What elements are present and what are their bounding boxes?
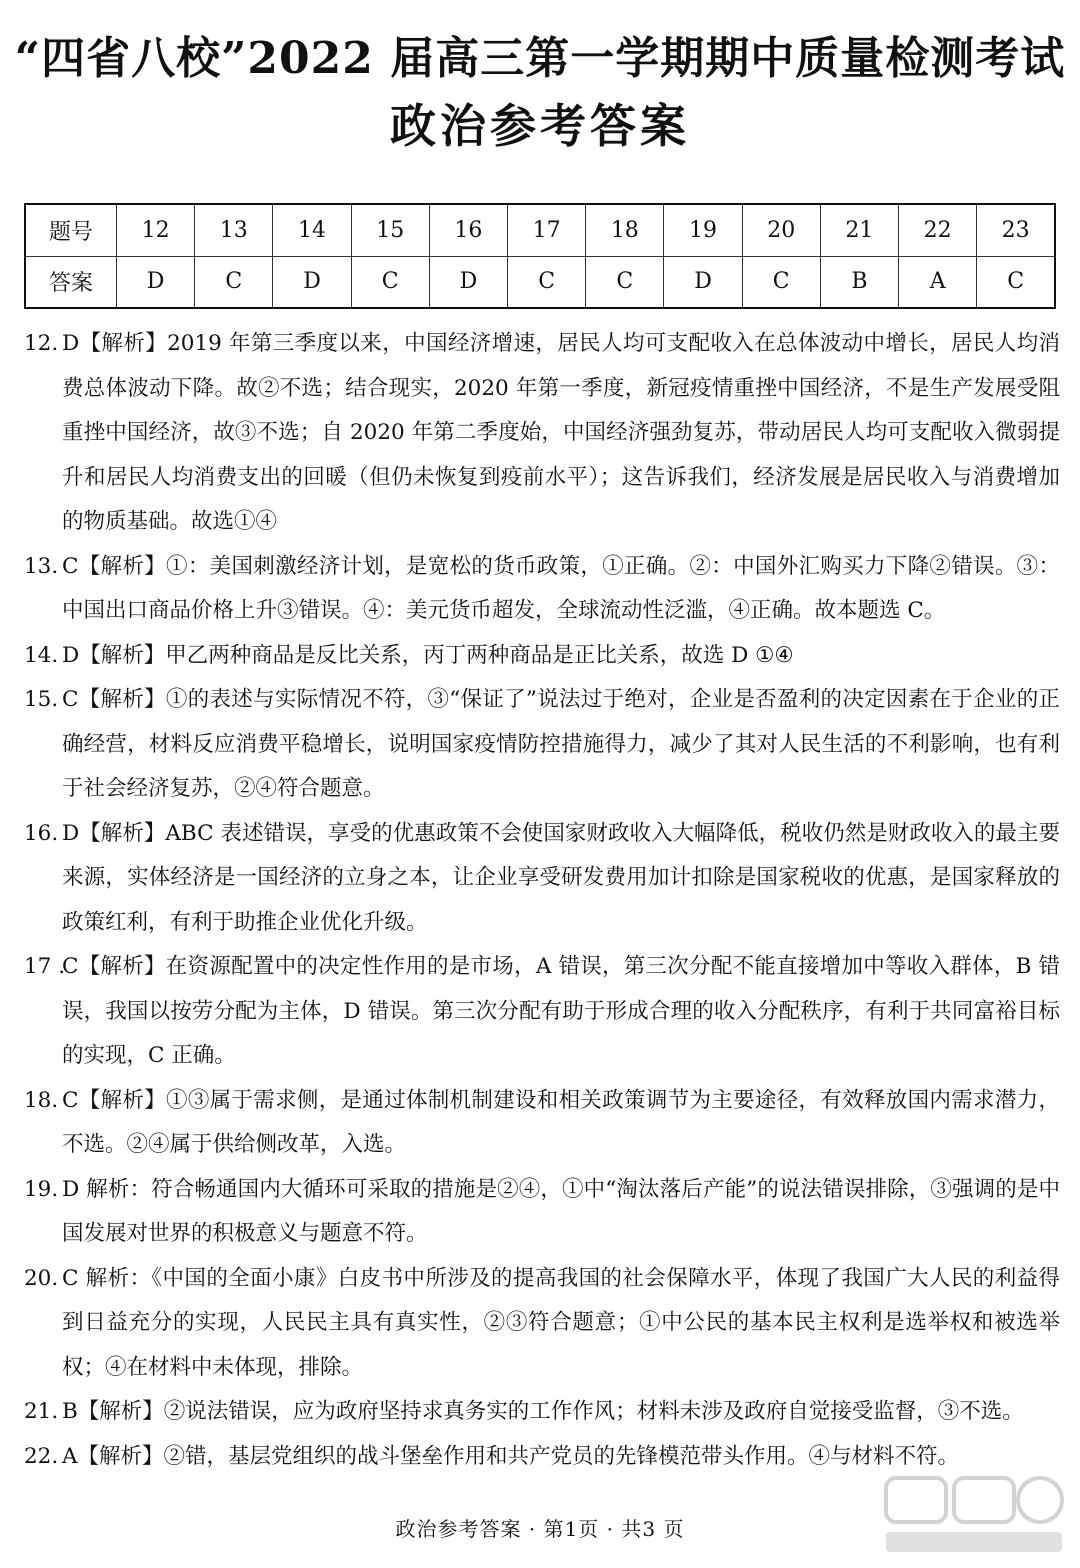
explanation-item — [24, 545, 1060, 634]
answer-cell: C — [977, 256, 1055, 308]
item-number: 16. — [24, 820, 59, 846]
item-number: 17 . — [24, 954, 66, 979]
mxqe-logo-icon — [880, 1470, 1070, 1560]
explanation-item — [24, 1390, 1060, 1435]
item-text: A【解析】②错，基层党组织的战斗堡垒作用和共产党员的先锋模范带头作用。④与材料不符。 — [62, 1443, 960, 1469]
item-text: B【解析】②说法错误，应为政府坚持求真务实的工作作风；材料未涉及政府自觉接受监督，③不选。 — [62, 1399, 1024, 1424]
item-number: 21. — [24, 1399, 59, 1424]
answer-cell: C — [508, 256, 586, 308]
question-number-cell: 23 — [977, 204, 1055, 256]
question-number-cell: 19 — [664, 204, 742, 256]
answer-cell: C — [351, 256, 429, 308]
answer-cell: C — [586, 256, 664, 308]
question-number-cell: 18 — [586, 204, 664, 256]
explanation-item — [24, 1079, 1060, 1168]
question-number-header: 题号 — [25, 204, 117, 256]
item-number: 20. — [24, 1265, 59, 1291]
answer-cell: B — [820, 256, 898, 308]
answer-cell: C — [742, 256, 820, 308]
answer-cell: D — [273, 256, 351, 308]
answer-table — [24, 203, 1056, 309]
question-number-cell: 17 — [508, 204, 586, 256]
item-number: 12. — [24, 331, 59, 356]
question-number-cell: 12 — [117, 204, 195, 256]
answer-header: 答案 — [25, 256, 117, 308]
answer-cell: D — [117, 256, 195, 308]
item-text: C【解析】①：美国刺激经济计划，是宽松的货币政策，①正确。②：中国外汇购买力下降②错误。③：中国出口商品价格上升③错误。④：美元货币超发，全球流动性泛滥，④正确。故本题选 C。 — [62, 553, 1060, 623]
explanation-item — [24, 945, 1060, 1079]
explanation-list — [24, 322, 1060, 1479]
explanation-item — [24, 678, 1060, 812]
question-number-row — [25, 204, 1055, 256]
answer-row — [25, 256, 1055, 308]
item-text: C【解析】①的表述与实际情况不符，③“保证了”说法过于绝对，企业是否盈利的决定因素在于企业的正确经营，材料反应消费平稳增长，说明国家疫情防控措施得力，减少了其对人民生活的不利影响，也有利于社会经济复苏，②④符合题意。 — [62, 687, 1060, 801]
item-number: 18. — [24, 1087, 59, 1113]
item-number: 15. — [24, 687, 59, 712]
question-number-cell: 21 — [820, 204, 898, 256]
item-text: C【解析】①③属于需求侧，是通过体制机制建设和相关政策调节为主要途径，有效释放国内需求潜力，不选。②④属于供给侧改革，入选。 — [62, 1087, 1060, 1157]
question-number-cell: 13 — [195, 204, 273, 256]
item-text: D【解析】ABC 表述错误，享受的优惠政策不会使国家财政收入大幅降低，税收仍然是财政收入的最主要来源，实体经济是一国经济的立身之本，让企业享受研发费用加计扣除是国家税收的优惠，是国家释放的政策红利，有利于助推企业优化升级。 — [62, 820, 1060, 935]
question-number-cell: 15 — [351, 204, 429, 256]
item-number: 13. — [24, 553, 59, 579]
answer-cell: A — [899, 256, 977, 308]
item-text: C【解析】在资源配置中的决定性作用的是市场，A 错误，第三次分配不能直接增加中等收入群体，B 错误，我国以按劳分配为主体，D 错误。第三次分配有助于形成合理的收入分配秩序，有利于共同富裕目标的实现，C 正确。 — [62, 954, 1060, 1068]
item-number: 14. — [24, 642, 59, 668]
page-subtitle: 政治参考答案 — [390, 99, 690, 153]
explanation-item — [24, 322, 1060, 545]
question-number-cell: 16 — [429, 204, 507, 256]
question-number-cell: 20 — [742, 204, 820, 256]
answer-cell: D — [429, 256, 507, 308]
explanation-item — [24, 1168, 1060, 1257]
item-number: 19. — [24, 1176, 59, 1202]
question-number-cell: 22 — [899, 204, 977, 256]
item-text: D 解析：符合畅通国内大循环可采取的措施是②④，①中“淘汰落后产能”的说法错误排除，③强调的是中国发展对世界的积极意义与题意不符。 — [62, 1176, 1060, 1246]
explanation-item — [24, 1257, 1060, 1391]
page-title: “四省八校”2022 届高三第一学期期中质量检测考试 — [14, 33, 1066, 84]
explanation-item — [24, 812, 1060, 946]
item-number: 22. — [24, 1443, 59, 1469]
page-footer: 政治参考答案 · 第1页 · 共3 页 — [395, 1517, 685, 1541]
answer-cell: C — [195, 256, 273, 308]
item-text: D【解析】2019 年第三季度以来，中国经济增速，居民人均可支配收入在总体波动中增长，居民人均消费总体波动下降。故②不选；结合现实，2020 年第一季度，新冠疫情重挫中国经济，不是生产发展受阻重挫中国经济，故③不选；自 2020 年第二季度始，中国经济强劲复苏，带动居民人均可支配收入微弱提升和居民人均消费支出的回暖（但仍未恢复到疫前水平）；这告诉我们，经济发展是居民收入与消费增加的物质基础。故选①④ — [62, 331, 1060, 534]
question-number-cell: 14 — [273, 204, 351, 256]
explanation-item — [24, 634, 1060, 679]
answer-cell: D — [664, 256, 742, 308]
item-text: D【解析】甲乙两种商品是反比关系，丙丁两种商品是正比关系，故选 D ①④ — [62, 642, 794, 668]
item-text: C 解析：《中国的全面小康》白皮书中所涉及的提高我国的社会保障水平，体现了我国广大人民的利益得到日益充分的实现，人民民主具有真实性，②③符合题意；①中公民的基本民主权利是选举权和被选举权；④在材料中未体现，排除。 — [62, 1265, 1060, 1380]
